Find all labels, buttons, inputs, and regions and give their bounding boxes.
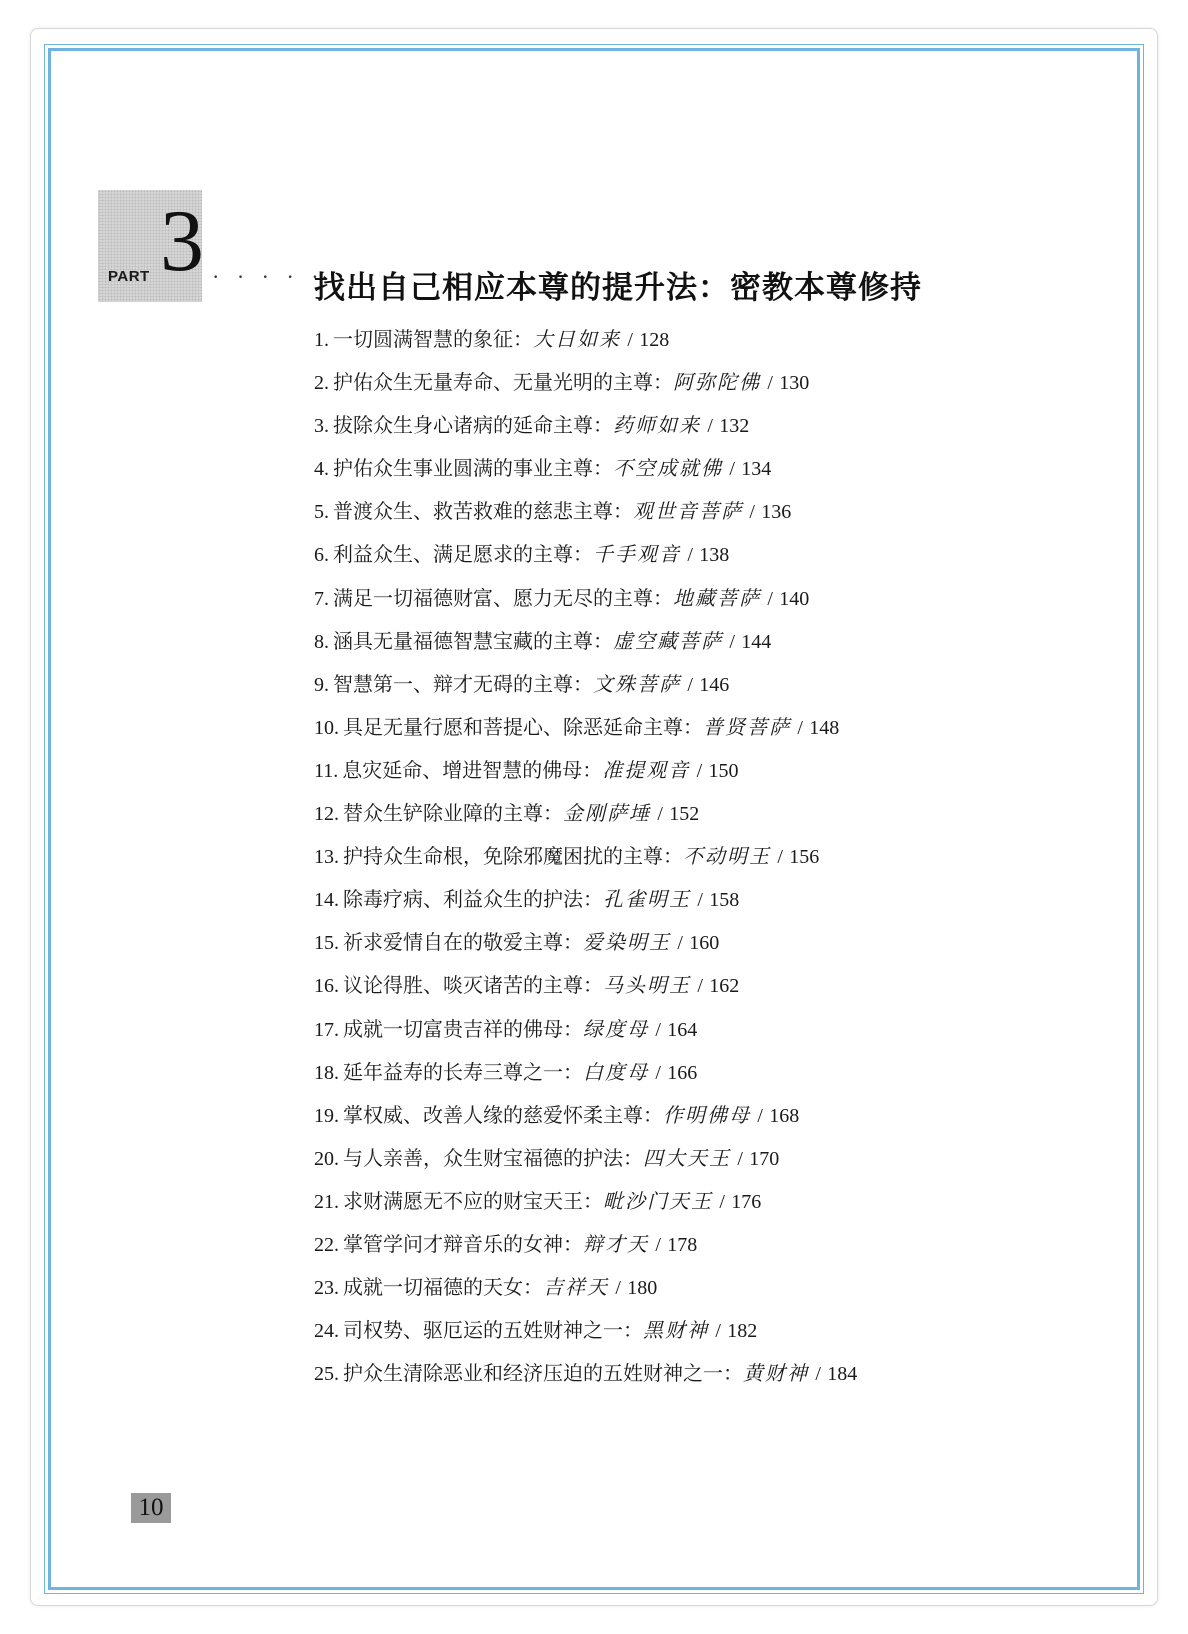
toc-entry-page: 176 [731,1190,762,1213]
toc-entry[interactable] [314,1266,857,1309]
toc-entry-subject: 具足无量行愿和菩提心、除恶延命主尊： [343,714,703,739]
toc-entry-page: 180 [627,1277,658,1300]
toc-entry-number: 20. [314,1147,339,1170]
toc-entry-number: 9. [314,673,329,696]
toc-entry-separator: / [757,1104,763,1127]
toc-entry[interactable] [314,964,857,1007]
part-number: 3 [160,193,204,290]
toc-entry-number: 21. [314,1190,339,1213]
toc-entry-separator: / [627,329,633,351]
toc-entry-deity: 绿度母 [583,1016,649,1041]
toc-entry-subject: 普渡众生、救苦救难的慈悲主尊： [333,499,633,524]
toc-entry[interactable] [314,663,857,706]
toc-entry[interactable] [314,792,857,835]
toc-entry-number: 4. [314,458,329,481]
toc-entry-page: 156 [789,846,820,869]
toc-entry-number: 18. [314,1061,339,1084]
toc-entry-subject: 掌权威、改善人缘的慈爱怀柔主尊： [343,1102,663,1127]
toc-entry-number: 2. [314,372,329,395]
toc-entry-subject: 护众生清除恶业和经济压迫的五姓财神之一： [343,1361,743,1386]
toc-entry-subject: 护佑众生事业圆满的事业主尊： [333,456,613,481]
toc-entry-separator: / [749,501,755,524]
toc-entry-subject: 成就一切福德的天女： [343,1275,543,1300]
part-label: PART [108,268,150,285]
toc-entry-subject: 祈求爱情自在的敬爱主尊： [343,930,583,955]
toc-entry-number: 22. [314,1233,339,1256]
toc-entry-number: 6. [314,544,329,567]
toc-entry-separator: / [687,673,693,696]
toc-entry[interactable] [314,706,857,749]
toc-entry-subject: 拔除众生身心诸病的延命主尊： [333,413,613,438]
toc-entry-subject: 护持众生命根，免除邪魔困扰的主尊： [343,844,683,869]
toc-entry-separator: / [696,759,703,782]
toc-entry-page: 184 [827,1363,858,1386]
toc-entry-deity: 不空成就佛 [613,456,723,481]
toc-entry-separator: / [767,372,773,395]
toc-entry-number: 1. [314,329,329,351]
toc-entry-deity: 阿弥陀佛 [673,370,761,395]
toc-entry-page: 162 [709,975,740,998]
toc-entry-page: 132 [719,415,750,438]
toc-entry-page: 164 [667,1018,698,1041]
toc-entry-number: 19. [314,1104,339,1127]
toc-entry-page: 166 [667,1061,698,1084]
toc-entry-separator: / [707,415,713,438]
toc-entry-number: 8. [314,630,329,653]
toc-entry-subject: 智慧第一、辩才无碍的主尊： [333,671,593,696]
toc-entry-subject: 议论得胜、啖灭诸苦的主尊： [343,973,603,998]
table-of-contents [314,318,857,1395]
toc-entry-deity: 千手观音 [593,542,681,567]
toc-entry[interactable] [314,1137,857,1180]
toc-entry-number: 5. [314,501,329,524]
toc-entry-number: 12. [314,803,339,826]
toc-entry-subject: 除毒疗病、利益众生的护法： [343,887,603,912]
toc-entry-page: 146 [699,673,730,696]
toc-entry-page: 148 [809,716,840,739]
toc-entry-deity: 吉祥天 [543,1275,609,1300]
toc-entry-number: 10. [314,716,339,739]
toc-entry-page: 160 [689,932,720,955]
toc-entry[interactable] [314,577,857,620]
toc-entry-separator: / [797,716,803,739]
toc-entry-deity: 黄财神 [743,1361,809,1386]
toc-entry[interactable] [314,318,857,361]
toc-entry-page: 152 [669,803,700,826]
toc-entry-subject: 司权势、驱厄运的五姓财神之一： [343,1318,643,1343]
toc-entry-page: 130 [779,372,810,395]
toc-entry-separator: / [697,889,703,912]
toc-entry-subject: 延年益寿的长寿三尊之一： [343,1059,583,1084]
toc-entry-deity: 地藏菩萨 [673,585,761,610]
toc-entry-number: 16. [314,975,339,998]
toc-entry-separator: / [687,544,693,567]
toc-entry[interactable] [314,1352,857,1395]
toc-entry[interactable] [314,620,857,663]
toc-entry-number: 13. [314,846,339,869]
toc-entry[interactable] [314,1008,857,1051]
toc-entry-separator: / [737,1147,743,1170]
toc-entry[interactable] [314,749,857,792]
toc-entry-deity: 辩才天 [583,1231,649,1256]
toc-entry[interactable] [314,361,857,404]
toc-entry-number: 17. [314,1018,339,1041]
toc-entry[interactable] [314,878,857,921]
toc-entry-separator: / [719,1190,725,1213]
toc-entry-subject: 涵具无量福德智慧宝藏的主尊： [333,628,613,653]
toc-entry-separator: / [657,803,663,826]
toc-entry-number: 23. [314,1277,339,1300]
toc-entry-page: 144 [741,630,772,653]
toc-entry[interactable] [314,404,857,447]
toc-entry-separator: / [729,458,735,481]
toc-entry-page: 128 [639,329,670,351]
title-leader-dots: · · · · · [212,264,325,289]
toc-entry-page: 136 [761,501,792,524]
toc-entry-separator: / [815,1363,821,1386]
toc-entry-subject: 满足一切福德财富、愿力无尽的主尊： [333,585,673,610]
toc-entry-deity: 作明佛母 [663,1102,751,1127]
toc-entry-deity: 黑财神 [643,1318,709,1343]
toc-entry-subject: 一切圆满智慧的象征： [333,327,533,351]
toc-entry-deity: 药师如来 [613,413,701,438]
toc-entry-deity: 爱染明王 [583,930,671,955]
toc-entry-deity: 大日如来 [533,327,621,351]
toc-entry-deity: 孔雀明王 [603,887,691,912]
toc-entry-deity: 白度母 [583,1059,649,1084]
toc-entry-deity: 准提观音 [602,757,691,782]
toc-entry[interactable] [314,1309,857,1352]
toc-entry-page: 134 [741,458,772,481]
toc-entry[interactable] [314,1223,857,1266]
toc-entry[interactable] [314,835,857,878]
toc-entry-deity: 马头明王 [603,973,691,998]
toc-entry-subject: 替众生铲除业障的主尊： [343,801,563,826]
toc-entry-subject: 掌管学问才辩音乐的女神： [343,1231,583,1256]
toc-entry-separator: / [677,932,683,955]
toc-entry-page: 168 [769,1104,800,1127]
toc-entry[interactable] [314,447,857,490]
toc-entry-separator: / [777,846,783,869]
toc-entry-deity: 毗沙门天王 [603,1188,713,1213]
page-number-badge: 10 [131,1493,171,1523]
toc-entry[interactable] [314,921,857,964]
toc-entry-deity: 文殊菩萨 [593,671,681,696]
toc-entry-subject: 与人亲善，众生财宝福德的护法： [343,1145,643,1170]
toc-entry-page: 158 [709,889,740,912]
toc-entry-page: 170 [749,1147,780,1170]
toc-entry-number: 24. [314,1320,339,1343]
toc-entry-separator: / [655,1018,661,1041]
toc-entry-subject: 护佑众生无量寿命、无量光明的主尊： [333,370,673,395]
toc-entry-subject: 利益众生、满足愿求的主尊： [333,542,593,567]
toc-entry[interactable] [314,1180,857,1223]
toc-entry-number: 15. [314,932,339,955]
toc-entry-separator: / [655,1061,661,1084]
toc-entry-number: 14. [314,889,339,912]
toc-entry-deity: 金刚萨埵 [563,801,651,826]
toc-entry-number: 7. [314,587,329,610]
toc-entry-page: 138 [699,544,730,567]
toc-entry[interactable] [314,533,857,576]
toc-entry-subject: 息灾延命、增进智慧的佛母： [342,757,603,782]
toc-entry-number: 25. [314,1363,339,1386]
toc-entry[interactable] [314,1094,857,1137]
toc-entry-page: 150 [708,759,739,782]
toc-entry[interactable] [314,1051,857,1094]
toc-entry-subject: 成就一切富贵吉祥的佛母： [343,1016,583,1041]
toc-entry-separator: / [729,630,735,653]
toc-entry-deity: 虚空藏菩萨 [613,628,723,653]
toc-entry-page: 140 [779,587,810,610]
toc-entry-page: 182 [727,1320,758,1343]
toc-entry-separator: / [615,1277,621,1300]
toc-entry-deity: 四大天王 [643,1145,731,1170]
toc-entry-deity: 观世音菩萨 [633,499,743,524]
toc-entry-separator: / [655,1233,661,1256]
toc-entry-subject: 求财满愿无不应的财宝天王： [343,1188,603,1213]
toc-entry-separator: / [715,1320,721,1343]
toc-entry[interactable] [314,490,857,533]
toc-entry-number: 3. [314,415,329,438]
toc-entry-number: 11. [314,759,339,782]
section-title: 找出自己相应本尊的提升法：密教本尊修持 [314,270,922,306]
toc-entry-deity: 普贤菩萨 [703,714,791,739]
toc-entry-separator: / [767,587,773,610]
toc-entry-page: 178 [667,1233,698,1256]
toc-entry-deity: 不动明王 [683,844,771,869]
toc-entry-separator: / [697,975,703,998]
